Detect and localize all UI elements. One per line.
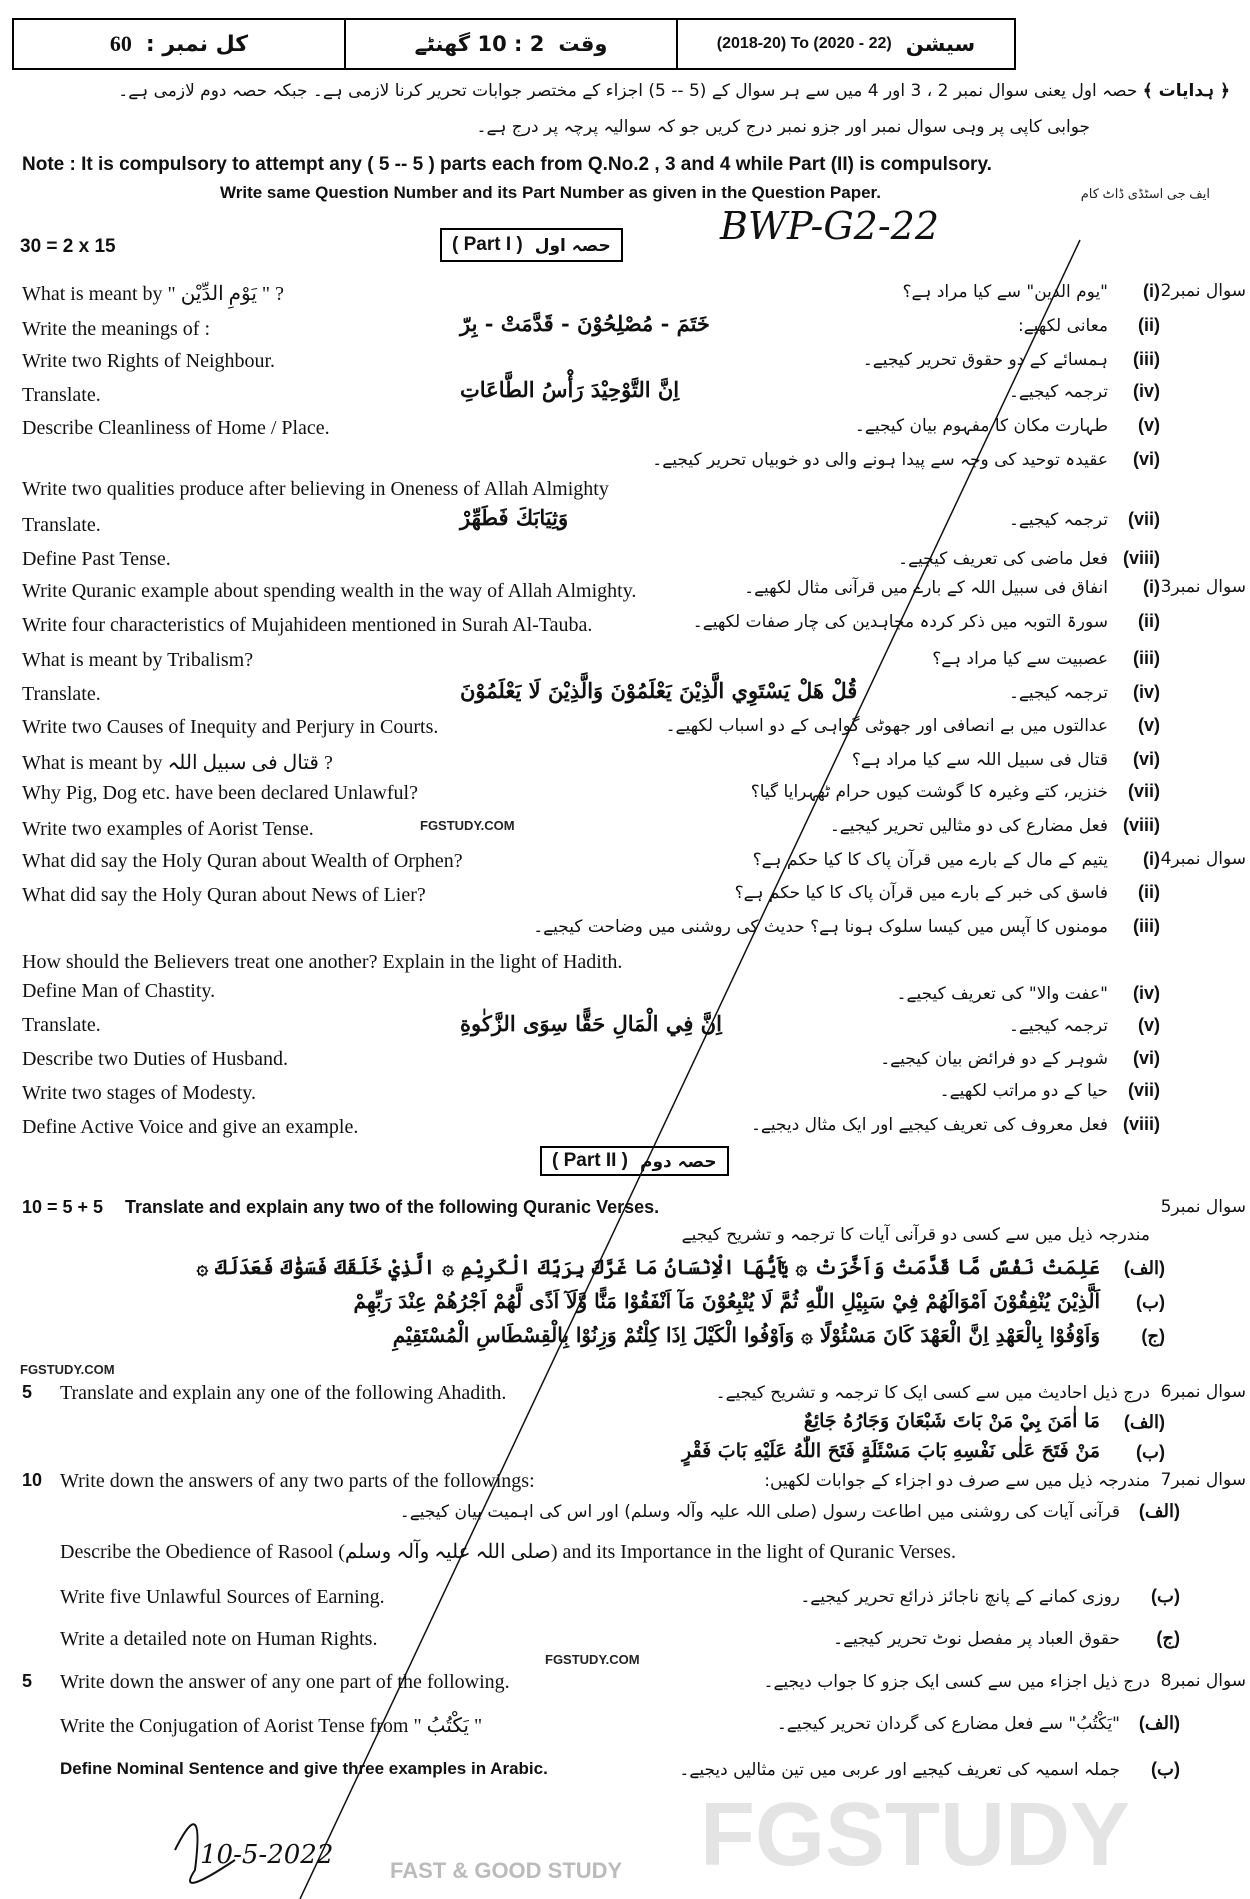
question-urdu: قتال فی سبیل اللہ سے کیا مراد ہے؟ [851,750,1108,770]
part-number: (vi) [1133,749,1160,769]
hadith-label: (ب) [1136,1442,1165,1462]
question-urdu: خنزیر، کتے وغیرہ کا گوشت کیوں حرام ٹھہرایا گیا؟ [750,782,1108,802]
section-instruction-urdu: درج ذیل احادیث میں سے کسی ایک کا ترجمہ و تشریح کیجیے۔ [715,1383,1150,1403]
session-value: (2018-20) To (2020 - 22) [716,35,892,52]
part-label: (الف) [1138,1501,1180,1521]
part-number: (iv) [1133,682,1160,702]
question-urdu: فاسق کی خبر کے بارے میں قرآن پاک کا کیا حکم ہے؟ [734,883,1108,903]
hadith-label: (الف) [1123,1412,1165,1432]
question-english: Define Past Tense. [22,548,171,570]
question-urdu: ترجمہ کیجیے۔ [1008,1016,1108,1036]
verse-label: (ج) [1141,1326,1165,1346]
instructions-write-same: Write same Question Number and its Part Number as given in the Question Paper. [220,183,881,202]
part-number: (v) [1138,415,1160,435]
part-number: (vi) [1133,449,1160,469]
question-english: What did say the Holy Quran about Wealth of Orphen? [22,850,463,872]
arabic-text: قُلْ هَلْ يَسْتَوِي الَّذِيْنَ يَعْلَمُوْنَ وَالَّذِيْنَ لَا يَعْلَمُوْنَ [460,678,858,703]
section-instruction-english: Translate and explain any one of the following Ahadith. [60,1382,507,1404]
question-english: Write two Rights of Neighbour. [22,350,276,372]
part-number: (iii) [1133,648,1160,668]
part-number: (vii) [1127,781,1160,801]
verse-label: (ب) [1136,1292,1165,1312]
part-number: (i) [1143,281,1160,301]
watermark-site: FGSTUDY.COM [420,818,515,833]
question-number: سوال نمبر3 [1160,577,1246,597]
diagonal-pen-line [300,240,1080,1899]
part-number: (viii) [1122,815,1160,835]
part-label: (ب) [1151,1759,1180,1779]
part-label: (ب) [1151,1586,1180,1606]
question-urdu: سورۃ التوبہ میں ذکر کردہ مجاہدین کی چار صفات لکھیے۔ [692,612,1108,632]
time-value: 2 : 10 گھنٹے [414,32,545,56]
session-label: سیشن [905,32,976,56]
question-english: Define Nominal Sentence and give three examples in Arabic. [60,1759,548,1778]
question-urdu: یتیم کے مال کے بارے میں قرآن پاک کا کیا حکم ہے؟ [752,850,1108,870]
section-marks: 10 = 5 + 5 [22,1197,104,1217]
question-english: Define Active Voice and give an example. [22,1116,359,1138]
part-number: (ii) [1138,611,1160,631]
question-urdu: "عفت والا" کی تعریف کیجیے۔ [896,984,1108,1004]
question-english: Write the meanings of : [22,318,211,340]
section-instruction-urdu: درج ذیل اجزاء میں سے کسی ایک جزو کا جواب دیجیے۔ [763,1672,1150,1692]
part-number: (vii) [1127,509,1160,529]
question-english: Translate. [22,683,101,705]
question-english: Write two Causes of Inequity and Perjury in Courts. [22,716,439,738]
question-urdu: ترجمہ کیجیے۔ [1008,382,1108,402]
question-number: سوال نمبر6 [1160,1382,1246,1402]
question-english: How should the Believers treat one another? Explain in the light of Hadith. [22,951,623,973]
part-number: (viii) [1122,548,1160,568]
question-urdu: عقیدہ توحید کی وجہ سے پیدا ہونے والی دو خوبیاں تحریر کیجیے۔ [652,450,1108,470]
instructions-urdu-2: جوابی کاپی پر وہی سوال نمبر اور جزو نمبر درج کریں جو کہ سوالیہ پرچہ پر درج ہے۔ [476,117,1090,137]
section-marks: 5 [22,1671,33,1691]
section-marks: 10 [22,1470,43,1490]
question-urdu: ترجمہ کیجیے۔ [1008,510,1108,530]
question-urdu: روزی کمانے کے پانچ ناجائز ذرائع تحریر کیجیے۔ [800,1587,1120,1607]
question-english: Translate. [22,1014,101,1036]
question-urdu: عصبیت سے کیا مراد ہے؟ [932,649,1108,669]
question-english: What is meant by قتال فی سبیل اللہ ? [22,752,333,774]
watermark-big: FGSTUDY [700,1785,1131,1885]
question-english: Describe Cleanliness of Home / Place. [22,417,330,439]
question-english: Write a detailed note on Human Rights. [60,1628,378,1650]
question-urdu: انفاق فی سبیل اللہ کے بارے میں قرآنی مثال لکھیے۔ [744,578,1108,598]
question-english: What did say the Holy Quran about News of Lier? [22,884,426,906]
question-urdu: معانی لکھیے: [1017,316,1108,336]
question-english: Translate. [22,384,101,406]
part-number: (ii) [1138,315,1160,335]
question-english: Write Quranic example about spending wealth in the way of Allah Almighty. [22,580,637,602]
question-urdu: طہارت مکان کا مفہوم بیان کیجیے۔ [854,416,1108,436]
question-urdu: ترجمہ کیجیے۔ [1008,683,1108,703]
part-number: (iii) [1133,916,1160,936]
handwritten-paper-code: BWP-G2-22 [720,204,940,248]
handwritten-date: 10-5-2022 [200,1840,334,1870]
question-urdu: جملہ اسمیہ کی تعریف کیجیے اور عربی میں تین مثالیں دیجیے۔ [679,1760,1120,1780]
total-marks-label: کل نمبر : [145,31,249,57]
part-number: (i) [1143,849,1160,869]
quranic-verse: اَلَّذِيْنَ يُنْفِقُوْنَ اَمْوَالَهُمْ فِيْ سَبِيْلِ اللّٰهِ ثُمَّ لَا يُتْبِعُوْنَ مَآ اَنْفَقُوْا مَنًّا وَّلَآ اَذًى لَّهُمْ اَجْرُهُمْ عِنْدَ رَبِّهِمْ [353,1289,1100,1313]
quranic-verse: عَلِمَتْ نَفْسٌ مَّا قَدَّمَتْ وَاَخَّرَتْ ۞ يٰٓاَيُّهَا الْاِنْسَانُ مَا غَرَّكَ بِرَبِّكَ الْكَرِيْمِ ۞ الَّذِيْ خَلَقَكَ فَسَوّٰكَ فَعَدَلَكَ ۞ [196,1255,1100,1279]
question-urdu: فعل مضارع کی دو مثالیں تحریر کیجیے۔ [829,816,1108,836]
section-instruction-english: Translate and explain any two of the following Quranic Verses. [125,1197,660,1217]
question-english: Write two examples of Aorist Tense. [22,818,314,840]
signature-mark [175,1824,235,1883]
arabic-text: خَتَمَ - مُصْلِحُوْنَ - قَدَّمَتْ - بِرّ [460,311,710,336]
section-instruction-english: Write down the answers of any two parts of the followings: [60,1470,535,1492]
question-number: سوال نمبر4 [1160,849,1246,869]
total-marks: 60 [109,31,132,56]
question-urdu: "يَكْتُبُ" سے فعل مضارع کی گردان تحریر کیجیے۔ [776,1714,1120,1734]
question-english: Describe two Duties of Husband. [22,1048,289,1070]
question-english: Write the Conjugation of Aorist Tense from " يَكْتُبُ " [60,1715,483,1737]
part1-label: ( Part I ) [452,234,523,255]
question-number: سوال نمبر2 [1160,281,1246,301]
part-number: (iii) [1133,349,1160,369]
question-english: What is meant by Tribalism? [22,649,254,671]
question-english: Why Pig, Dog etc. have been declared Unlawful? [22,782,418,804]
instructions-title: ﴿ ہدایات ﴾ [1142,81,1230,101]
arabic-text: اِنَّ فِي الْمَالِ حَقًّا سِوَى الزَّكٰوةِ [460,1011,722,1036]
part-number: (ii) [1138,882,1160,902]
instructions-note: Note : It is compulsory to attempt any ( 5 -- 5 ) parts each from Q.No.2 , 3 and 4 while Part (II) is compulsory. [22,154,992,175]
watermark-site: FGSTUDY.COM [545,1652,640,1667]
question-english: Write five Unlawful Sources of Earning. [60,1586,385,1608]
watermark-urdu: ایف جی اسٹڈی ڈاٹ کام [1080,186,1210,201]
hadith-text: مَا اٰمَنَ بِيْ مَنْ بَاتَ شَبْعَانَ وَجَارُهُ جَائِعٌ [803,1410,1100,1432]
arabic-text: اِنَّ التَّوْحِيْدَ رَأْسُ الطَّاعَاتِ [460,377,680,402]
part-number: (i) [1143,577,1160,597]
question-urdu: فعل معروف کی تعریف کیجیے اور ایک مثال دیجیے۔ [750,1115,1108,1135]
question-english: Write four characteristics of Mujahideen mentioned in Surah Al-Tauba. [22,614,593,636]
question-urdu: "یوم الدین" سے کیا مراد ہے؟ [902,282,1108,302]
part-number: (vii) [1127,1080,1160,1100]
question-urdu: حقوق العباد پر مفصل نوٹ تحریر کیجیے۔ [833,1629,1120,1649]
watermark-tagline: FAST & GOOD STUDY [390,1858,623,1883]
question-urdu: مومنوں کا آپس میں کیسا سلوک ہونا ہے؟ حدیث کی روشنی میں وضاحت کیجیے۔ [533,917,1108,937]
question-urdu: عدالتوں میں بے انصافی اور جھوٹی گواہی کے دو اسباب لکھیے۔ [665,716,1108,736]
part-number: (viii) [1122,1114,1160,1134]
question-urdu: فعل ماضی کی تعریف کیجیے۔ [898,549,1108,569]
question-english: Translate. [22,514,101,536]
part-label: (ج) [1156,1628,1180,1648]
quranic-verse: وَاَوْفُوْا بِالْعَهْدِ اِنَّ الْعَهْدَ كَانَ مَسْئُوْلًا ۞ وَاَوْفُوا الْكَيْلَ اِذَا كِلْتُمْ وَزِنُوْا بِالْقِسْطَاسِ الْمُسْتَقِيْمِ [392,1323,1100,1347]
part-number: (vi) [1133,1048,1160,1068]
part-number: (iv) [1133,983,1160,1003]
part-number: (v) [1138,715,1160,735]
part2-label: ( Part II ) [552,1150,629,1171]
watermark-site: FGSTUDY.COM [20,1362,115,1377]
question-english: Describe the Obedience of Rasool (صلی اللہ علیہ وآلہ وسلم) and its Importance in the light of Quranic Verses. [60,1541,956,1563]
question-number: سوال نمبر8 [1160,1671,1246,1691]
verse-label: (الف) [1123,1258,1165,1278]
section-instruction-english: Write down the answer of any one part of the following. [60,1671,510,1693]
time-label: وقت [558,32,608,56]
question-urdu: ہمسائے کے دو حقوق تحریر کیجیے۔ [862,350,1108,370]
question-number: سوال نمبر5 [1160,1197,1246,1217]
question-urdu: حیا کے دو مراتب لکھیے۔ [939,1081,1108,1101]
question-english: Write two stages of Modesty. [22,1082,256,1104]
part-label: (الف) [1138,1713,1180,1733]
question-english: Write two qualities produce after believing in Oneness of Allah Almighty [22,478,609,500]
section-marks: 5 [22,1382,33,1402]
question-english: What is meant by " يَوْمِ الدِّيْن " ? [22,283,284,305]
hadith-text: مَنْ فَتَحَ عَلٰى نَفْسِهِ بَابَ مَسْئَلَةٍ فَتَحَ اللّٰهُ عَلَيْهِ بَابَ فَقْرٍ [682,1440,1100,1462]
arabic-text: وَثِيَابَكَ فَطَهِّرْ [460,505,569,530]
part-number: (v) [1138,1015,1160,1035]
question-urdu: شوہر کے دو فرائض بیان کیجیے۔ [880,1049,1108,1069]
part1-marks: 30 = 2 x 15 [20,236,116,257]
question-english: Define Man of Chastity. [22,980,216,1002]
part2-urdu: حصہ دوم [640,1151,717,1172]
section-instruction-urdu: مندرجہ ذیل میں سے کسی دو قرآنی آیات کا ترجمہ و تشریح کیجیے [681,1225,1150,1245]
part-number: (iv) [1133,381,1160,401]
instructions-urdu-1-text: حصہ اول یعنی سوال نمبر 2 ، 3 اور 4 میں سے ہر سوال کے (5 -- 5) اجزاء کے مختصر جوابات تحریر کرنا لازمی ہے۔ جبکہ حصہ دوم لازمی ہے۔ [118,81,1138,101]
part1-urdu: حصہ اول [534,235,611,256]
question-number: سوال نمبر7 [1160,1470,1246,1490]
question-urdu: قرآنی آیات کی روشنی میں اطاعت رسول (صلی اللہ علیہ وآلہ وسلم) اور اس کی اہمیت بیان کیجیے۔ [399,1502,1120,1522]
section-instruction-urdu: مندرجہ ذیل میں سے صرف دو اجزاء کے جوابات لکھیں: [764,1471,1150,1491]
